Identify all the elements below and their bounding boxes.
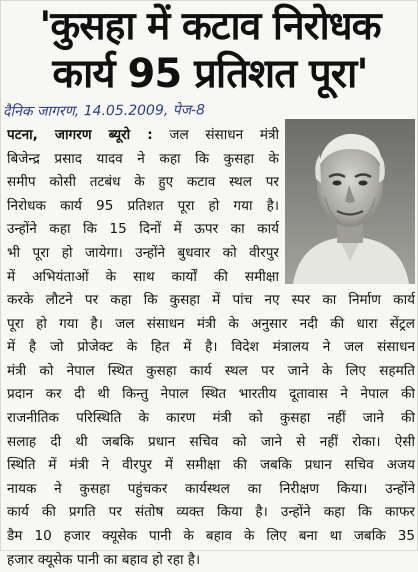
article-line: उन्होंने कहा कि 15 दिनों में ऊपर का कार्य [7,221,279,238]
article-line: कार्य की प्रगति पर संतोष व्यक्त किया है। उन्होंने कहा कि काफर [7,504,415,521]
article-line: बिजेन्द्र प्रसाद यादव ने कहा कि कुसहा के [7,150,279,167]
article-line: सलाह दी थी जबकि प्रधान सचिव को जाने से नहीं रोका। ऐसी [7,433,415,450]
article-line: भी पूरा हो जायेगा। उन्होंने बुधवार को वीरपुर [7,244,279,261]
article-line: समीप कोसी तटबंध के हुए कटाव स्थल पर [7,174,279,191]
minister-photo [285,119,415,284]
headline-line-1: 'कुसहा में कटाव निरोधक [39,4,381,49]
article-line-text: जल संसाधन मंत्री [152,127,279,143]
article-line: स्थिति में मंत्री ने वीरपुर में समीक्षा की जबकि प्रधान सचिव अजय [7,457,415,474]
portrait-image [285,119,415,284]
article-wide-column [7,289,415,572]
source-stamp: दैनिक जागरण, 14.05.2009, पेज-8 [2,102,206,120]
article-line: निरोधक कार्य 95 प्रतिशत पूरा हो गया है। [7,197,279,214]
article-line [7,124,279,148]
article-narrow-column [7,124,279,289]
article-line: नायक ने कुसहा पहुंचकर कार्यस्थल का निरीक्षण किया। उन्होंने [7,480,415,497]
article-line: डैम 10 हजार क्यूसेक पानी के बहाव के लिए बना था जबकि 35 [7,527,415,544]
dateline: पटना, जागरण ब्यूरो : [7,127,153,143]
article-line: प्रदान कर दी थी किन्तु नेपाल स्थित भारतीय दूतावास ने नेपाल की [7,386,415,403]
article-line: में है जो प्रोजेक्ट के हित में है। विदेश मंत्रालय ने जल संसाधन [7,339,415,356]
article-line: हजार क्यूसेक पानी का बहाव हो रहा है। [7,551,201,568]
article-line: पूरा हो गया है। जल संसाधन मंत्री के अनुसार नदी की धारा सेंट्रल [7,315,415,332]
headline-line-2: कार्य 95 प्रतिशत पूरा' [52,51,368,97]
article-line: करके लौटने पर कहा कि कुसहा में पांच नए स्पर का निर्माण कार्य [7,292,415,308]
article-line: मंत्री को नेपाल स्थित कुसहा कार्य स्थल पर जाने के लिए सहमति [7,362,415,379]
article-line: राजनीतिक परिस्थिति के कारण मंत्री को कुसहा नहीं जाने की [7,409,415,426]
article-line: में अभियंताओं के साथ कार्यों की समीक्षा [7,268,279,285]
